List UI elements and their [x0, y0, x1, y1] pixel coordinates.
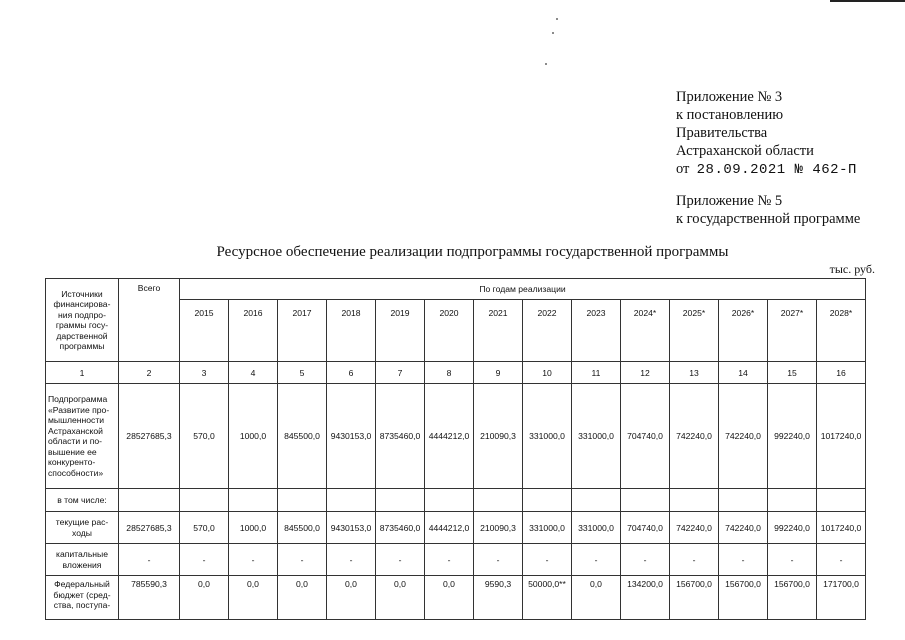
resource-table [45, 278, 866, 620]
table-cell: 570,0 [180, 384, 229, 489]
header-years-group: По годам реализации [180, 279, 866, 300]
table-cell [719, 489, 768, 512]
column-number: 9 [474, 362, 523, 384]
scan-speck [552, 32, 554, 34]
column-number: 16 [817, 362, 866, 384]
table-cell: 50000,0** [523, 576, 572, 620]
column-number: 8 [425, 362, 474, 384]
year-header: 2016 [229, 300, 278, 362]
appendix-line: Приложение № 3 [676, 89, 783, 105]
table-cell [670, 489, 719, 512]
year-header: 2022 [523, 300, 572, 362]
table-cell: 0,0 [180, 576, 229, 620]
table-cell: 156700,0 [670, 576, 719, 620]
column-number: 5 [278, 362, 327, 384]
row-total: 28527685,3 [119, 384, 180, 489]
appendix-header-2 [676, 192, 860, 228]
column-number: 12 [621, 362, 670, 384]
table-cell: 0,0 [572, 576, 621, 620]
table-row [46, 489, 866, 512]
table-cell: - [425, 544, 474, 576]
table-cell: - [180, 544, 229, 576]
row-total: - [119, 544, 180, 576]
table-row [46, 384, 866, 489]
table-row [46, 576, 866, 620]
column-number: 15 [768, 362, 817, 384]
year-header: 2027* [768, 300, 817, 362]
table-cell: 331000,0 [572, 512, 621, 544]
table-cell [278, 489, 327, 512]
table-cell: 1000,0 [229, 384, 278, 489]
year-header: 2023 [572, 300, 621, 362]
row-label: текущие рас-ходы [46, 512, 119, 544]
table-cell: 1000,0 [229, 512, 278, 544]
table-cell: - [817, 544, 866, 576]
table-cell: 570,0 [180, 512, 229, 544]
table-cell [327, 489, 376, 512]
table-cell: 704740,0 [621, 512, 670, 544]
column-number: 13 [670, 362, 719, 384]
header-source: Источники финансирова-ния подпро-граммы госу-дарственной программы [46, 279, 119, 362]
appendix-line: к государственной программе [676, 211, 861, 227]
table-cell: 9430153,0 [327, 384, 376, 489]
row-label: в том числе: [46, 489, 119, 512]
table-cell [817, 489, 866, 512]
row-label: капитальные вложения [46, 544, 119, 576]
table-cell: 0,0 [278, 576, 327, 620]
table-cell: 8735460,0 [376, 512, 425, 544]
table-cell: - [376, 544, 425, 576]
table-cell: 0,0 [327, 576, 376, 620]
table-cell: - [670, 544, 719, 576]
top-border-line [830, 0, 905, 2]
table-cell: - [278, 544, 327, 576]
year-header: 2015 [180, 300, 229, 362]
column-number: 1 [46, 362, 119, 384]
year-header: 2021 [474, 300, 523, 362]
table-column-numbers [46, 362, 866, 384]
table-cell: 156700,0 [719, 576, 768, 620]
table-cell: 742240,0 [670, 512, 719, 544]
table-cell: 0,0 [376, 576, 425, 620]
table-cell [376, 489, 425, 512]
table-cell: 4444212,0 [425, 512, 474, 544]
table-header-row [46, 279, 866, 300]
row-total: 28527685,3 [119, 512, 180, 544]
table-cell: 9590,3 [474, 576, 523, 620]
appendix-date [676, 160, 901, 179]
year-header: 2018 [327, 300, 376, 362]
table-cell: 845500,0 [278, 384, 327, 489]
table-cell: 845500,0 [278, 512, 327, 544]
year-header: 2028* [817, 300, 866, 362]
header-total: Всего [119, 279, 180, 362]
table-cell: - [327, 544, 376, 576]
year-header: 2024* [621, 300, 670, 362]
appendix-line: Правительства [676, 125, 768, 141]
table-row [46, 512, 866, 544]
column-number: 6 [327, 362, 376, 384]
table-cell: - [572, 544, 621, 576]
table-cell: 9430153,0 [327, 512, 376, 544]
table-cell [523, 489, 572, 512]
table-cell: 8735460,0 [376, 384, 425, 489]
table-cell [621, 489, 670, 512]
table-cell: 992240,0 [768, 512, 817, 544]
table-cell: 210090,3 [474, 384, 523, 489]
table-cell: 1017240,0 [817, 512, 866, 544]
year-header: 2020 [425, 300, 474, 362]
table-cell: 0,0 [229, 576, 278, 620]
table-cell: 171700,0 [817, 576, 866, 620]
unit-label: тыс. руб. [829, 262, 875, 276]
row-total: 785590,3 [119, 576, 180, 620]
table-cell: 210090,3 [474, 512, 523, 544]
table-cell [180, 489, 229, 512]
table-cell [768, 489, 817, 512]
table-cell [572, 489, 621, 512]
date-prefix: от [676, 161, 690, 177]
column-number: 3 [180, 362, 229, 384]
table-cell: 704740,0 [621, 384, 670, 489]
table-cell [474, 489, 523, 512]
table-cell: 1017240,0 [817, 384, 866, 489]
scan-speck [556, 18, 558, 20]
table-cell: 331000,0 [523, 384, 572, 489]
table-row [46, 544, 866, 576]
table-cell: - [523, 544, 572, 576]
year-header: 2017 [278, 300, 327, 362]
row-total [119, 489, 180, 512]
column-number: 11 [572, 362, 621, 384]
year-header: 2019 [376, 300, 425, 362]
appendix-line: Астраханской области [676, 143, 814, 159]
table-cell: - [768, 544, 817, 576]
appendix-line: Приложение № 5 [676, 193, 783, 209]
table-cell: 331000,0 [523, 512, 572, 544]
table-cell: 156700,0 [768, 576, 817, 620]
column-number: 7 [376, 362, 425, 384]
table-cell: - [474, 544, 523, 576]
table-cell: - [719, 544, 768, 576]
scan-speck [545, 63, 547, 65]
appendix-header [676, 88, 901, 179]
date-value: 28.09.2021 № 462-П [696, 162, 857, 178]
table-cell [229, 489, 278, 512]
table-cell: 742240,0 [719, 384, 768, 489]
document-title: Ресурсное обеспечение реализации подпрограммы государственной программы [216, 244, 729, 260]
row-label: Федеральный бюджет (сред-ства, поступа- [46, 576, 119, 620]
table-cell: 742240,0 [670, 384, 719, 489]
row-label: Подпрограмма «Развитие про-мышленности Астраханской области и по-вышение ее конкуренто-способности» [46, 384, 119, 489]
table-cell: 331000,0 [572, 384, 621, 489]
table-cell: 992240,0 [768, 384, 817, 489]
column-number: 4 [229, 362, 278, 384]
appendix-line: к постановлению [676, 107, 784, 123]
table-cell [425, 489, 474, 512]
column-number: 14 [719, 362, 768, 384]
year-header: 2025* [670, 300, 719, 362]
column-number: 2 [119, 362, 180, 384]
table-cell: 134200,0 [621, 576, 670, 620]
table-cell: 4444212,0 [425, 384, 474, 489]
year-header: 2026* [719, 300, 768, 362]
table-cell: 0,0 [425, 576, 474, 620]
column-number: 10 [523, 362, 572, 384]
table-cell: - [621, 544, 670, 576]
table-cell: 742240,0 [719, 512, 768, 544]
table-cell: - [229, 544, 278, 576]
